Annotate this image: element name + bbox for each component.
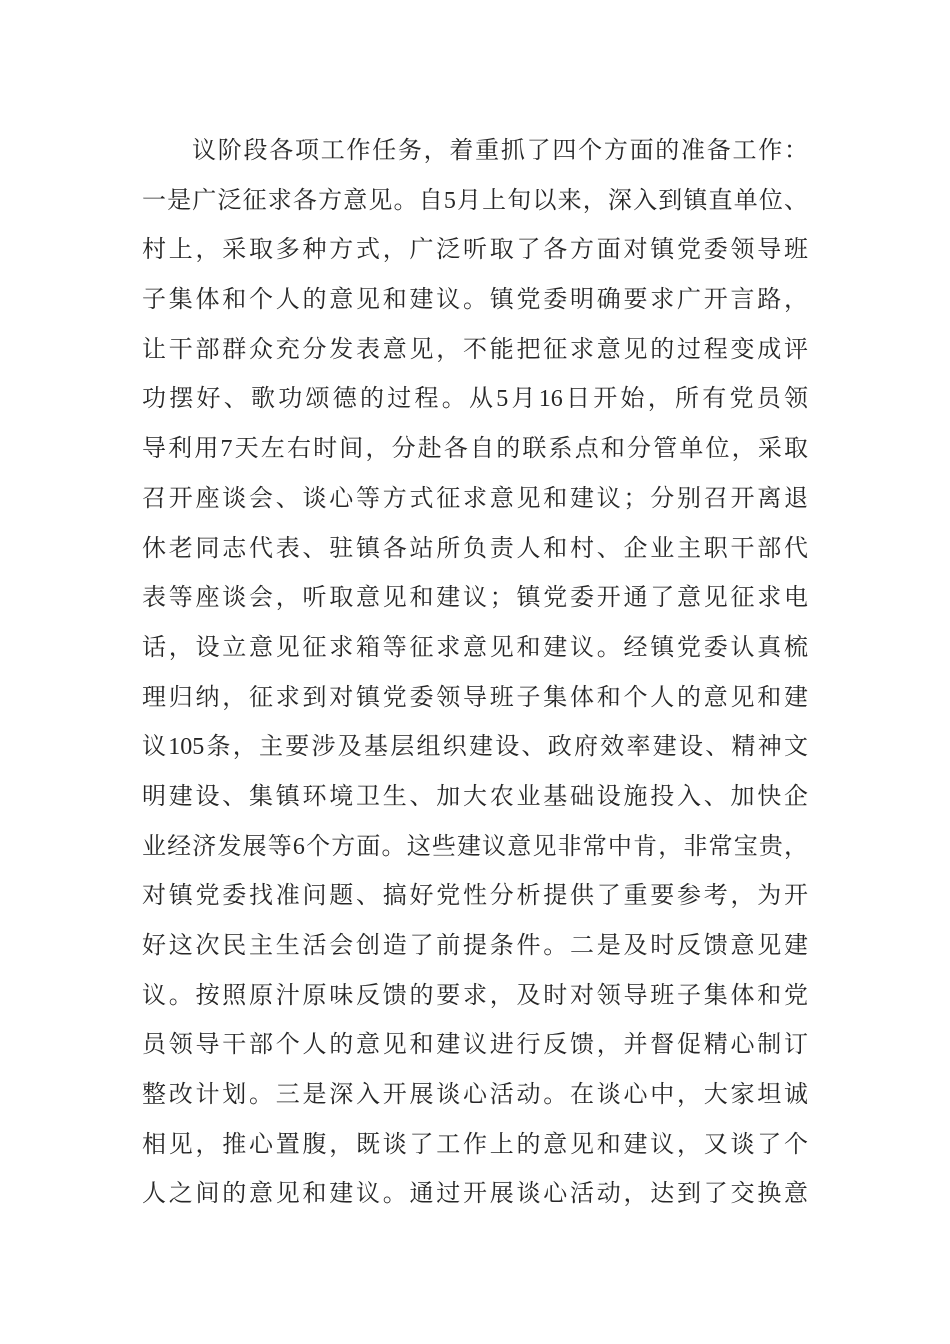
text-line: 议105条，主要涉及基层组织建设、政府效率建设、精神文 [142, 734, 808, 761]
text-line: 整改计划。三是深入开展谈心活动。在谈心中，大家坦诚 [142, 1082, 808, 1109]
text-line: 让干部群众充分发表意见，不能把征求意见的过程变成评 [142, 336, 808, 363]
body-text [142, 127, 808, 1220]
text-line: 话，设立意见征求箱等征求意见和建议。经镇党委认真梳 [142, 634, 808, 661]
text-line: 导利用7天左右时间，分赴各自的联系点和分管单位，采取 [142, 436, 808, 463]
text-line: 休老同志代表、驻镇各站所负责人和村、企业主职干部代 [142, 535, 808, 562]
text-line: 明建设、集镇环境卫生、加大农业基础设施投入、加快企 [142, 783, 808, 810]
text-line: 对镇党委找准问题、搞好党性分析提供了重要参考，为开 [142, 883, 808, 910]
text-line: 相见，推心置腹，既谈了工作上的意见和建议，又谈了个 [142, 1131, 808, 1158]
text-line: 员领导干部个人的意见和建议进行反馈，并督促精心制订 [142, 1032, 808, 1059]
text-line: 子集体和个人的意见和建议。镇党委明确要求广开言路， [142, 287, 808, 314]
text-line: 村上，采取多种方式，广泛听取了各方面对镇党委领导班 [142, 237, 808, 264]
text-line: 议。按照原汁原味反馈的要求，及时对领导班子集体和党 [142, 982, 808, 1009]
text-line: 表等座谈会，听取意见和建议；镇党委开通了意见征求电 [142, 585, 808, 612]
text-line: 人之间的意见和建议。通过开展谈心活动，达到了交换意 [142, 1181, 808, 1208]
text-line: 一是广泛征求各方意见。自5月上旬以来，深入到镇直单位、 [142, 187, 808, 214]
text-line: 好这次民主生活会创造了前提条件。二是及时反馈意见建 [142, 933, 808, 959]
text-line: 功摆好、歌功颂德的过程。从5月16日开始，所有党员领 [142, 386, 808, 413]
text-line: 议阶段各项工作任务，着重抓了四个方面的准备工作： [192, 138, 808, 164]
text-line: 业经济发展等6个方面。这些建议意见非常中肯，非常宝贵， [142, 833, 808, 860]
text-line: 理归纳，征求到对镇党委领导班子集体和个人的意见和建 [142, 684, 808, 711]
text-line: 召开座谈会、谈心等方式征求意见和建议；分别召开离退 [142, 485, 808, 512]
